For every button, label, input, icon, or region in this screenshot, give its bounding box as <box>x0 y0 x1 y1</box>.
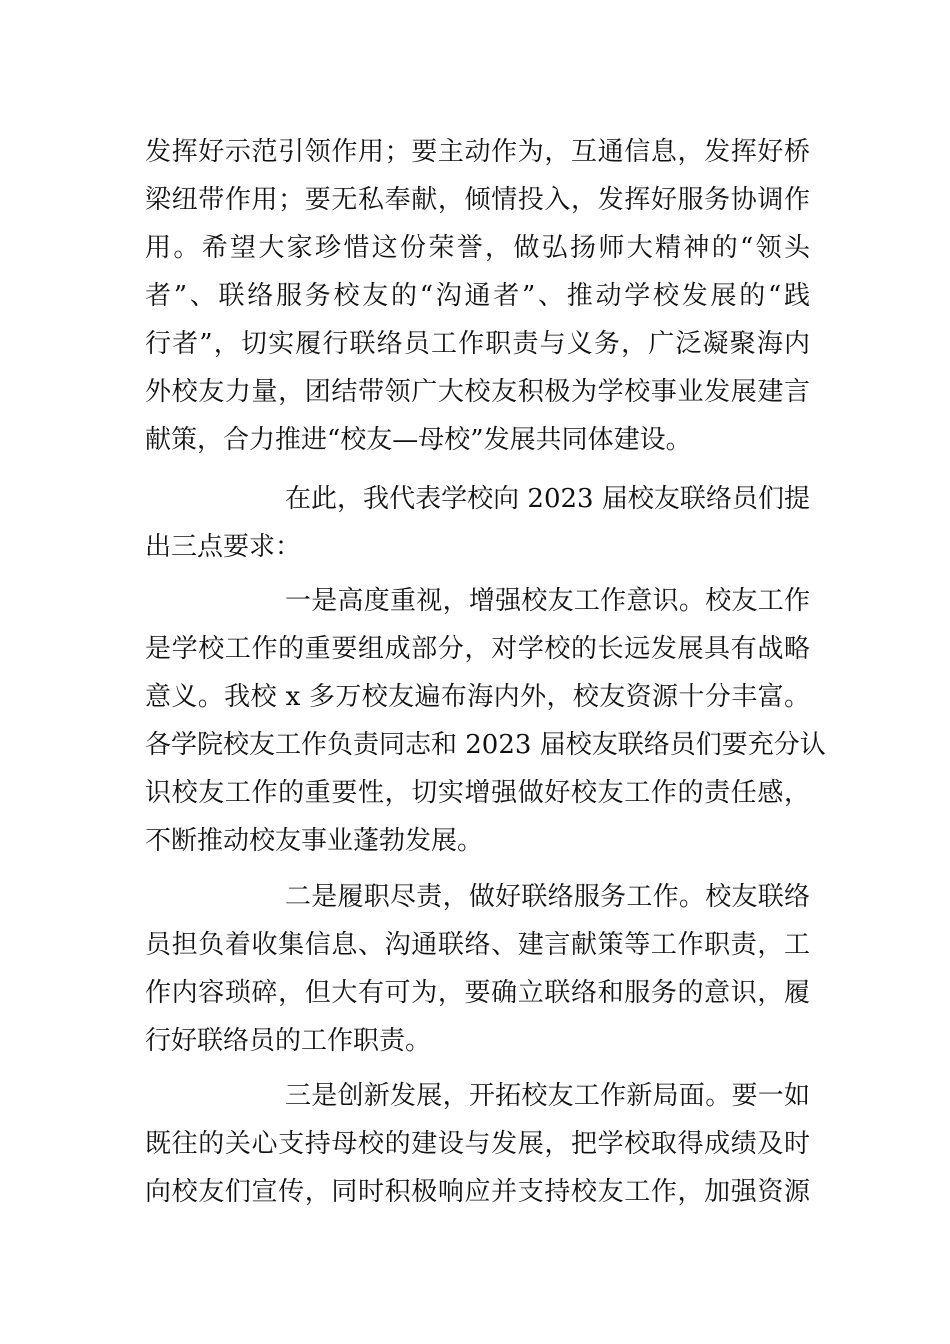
text-line: 识校友工作的重要性，切实增强做好校友工作的责任感， <box>145 778 810 808</box>
text-line: 在此，我代表学校向 2023 届校友联络员们提 <box>285 484 810 514</box>
text-line: 各学院校友工作负责同志和 2023 届校友联络员们要充分认 <box>145 730 826 760</box>
text-line: 一是高度重视，增强校友工作意识。校友工作 <box>285 586 810 616</box>
paragraph-point-three <box>145 1072 810 1216</box>
text-line: 行好联络员的工作职责。 <box>145 1026 432 1056</box>
text-line: 用。希望大家珍惜这份荣誉，做弘扬师大精神的“领头 <box>145 233 810 263</box>
text-line: 作内容琐碎，但大有可为，要确立联络和服务的意识，履 <box>145 978 810 1008</box>
text-line: 不断推动校友事业蓬勃发展。 <box>145 826 484 856</box>
text-line: 三是创新发展，开拓校友工作新局面。要一如 <box>285 1081 810 1111</box>
text-line: 梁纽带作用；要无私奉献，倾情投入，发挥好服务协调作 <box>145 185 810 215</box>
paragraph-intro <box>145 475 810 571</box>
text-line: 行者”，切实履行联络员工作职责与义务，广泛凝聚海内 <box>145 329 810 359</box>
paragraph-point-one <box>145 577 826 865</box>
text-line: 出三点要求： <box>145 532 302 562</box>
text-line: 外校友力量，团结带领广大校友积极为学校事业发展建言 <box>145 377 810 407</box>
paragraph-continued <box>145 128 810 464</box>
paragraph-point-two <box>145 873 810 1065</box>
text-line: 向校友们宣传，同时积极响应并支持校友工作，加强资源 <box>145 1177 810 1207</box>
text-line: 者”、联络服务校友的“沟通者”、推动学校发展的“践 <box>145 281 810 311</box>
text-line: 献策，合力推进“校友—母校”发展共同体建设。 <box>145 425 692 455</box>
text-line: 意义。我校 x 多万校友遍布海内外，校友资源十分丰富。 <box>145 682 810 712</box>
text-line: 发挥好示范引领作用；要主动作为，互通信息，发挥好桥 <box>145 137 810 167</box>
text-line: 是学校工作的重要组成部分，对学校的长远发展具有战略 <box>145 634 810 664</box>
text-line: 既往的关心支持母校的建设与发展，把学校取得成绩及时 <box>145 1129 810 1159</box>
text-line: 二是履职尽责，做好联络服务工作。校友联络 <box>285 882 810 912</box>
text-line: 员担负着收集信息、沟通联络、建言献策等工作职责，工 <box>145 930 810 960</box>
